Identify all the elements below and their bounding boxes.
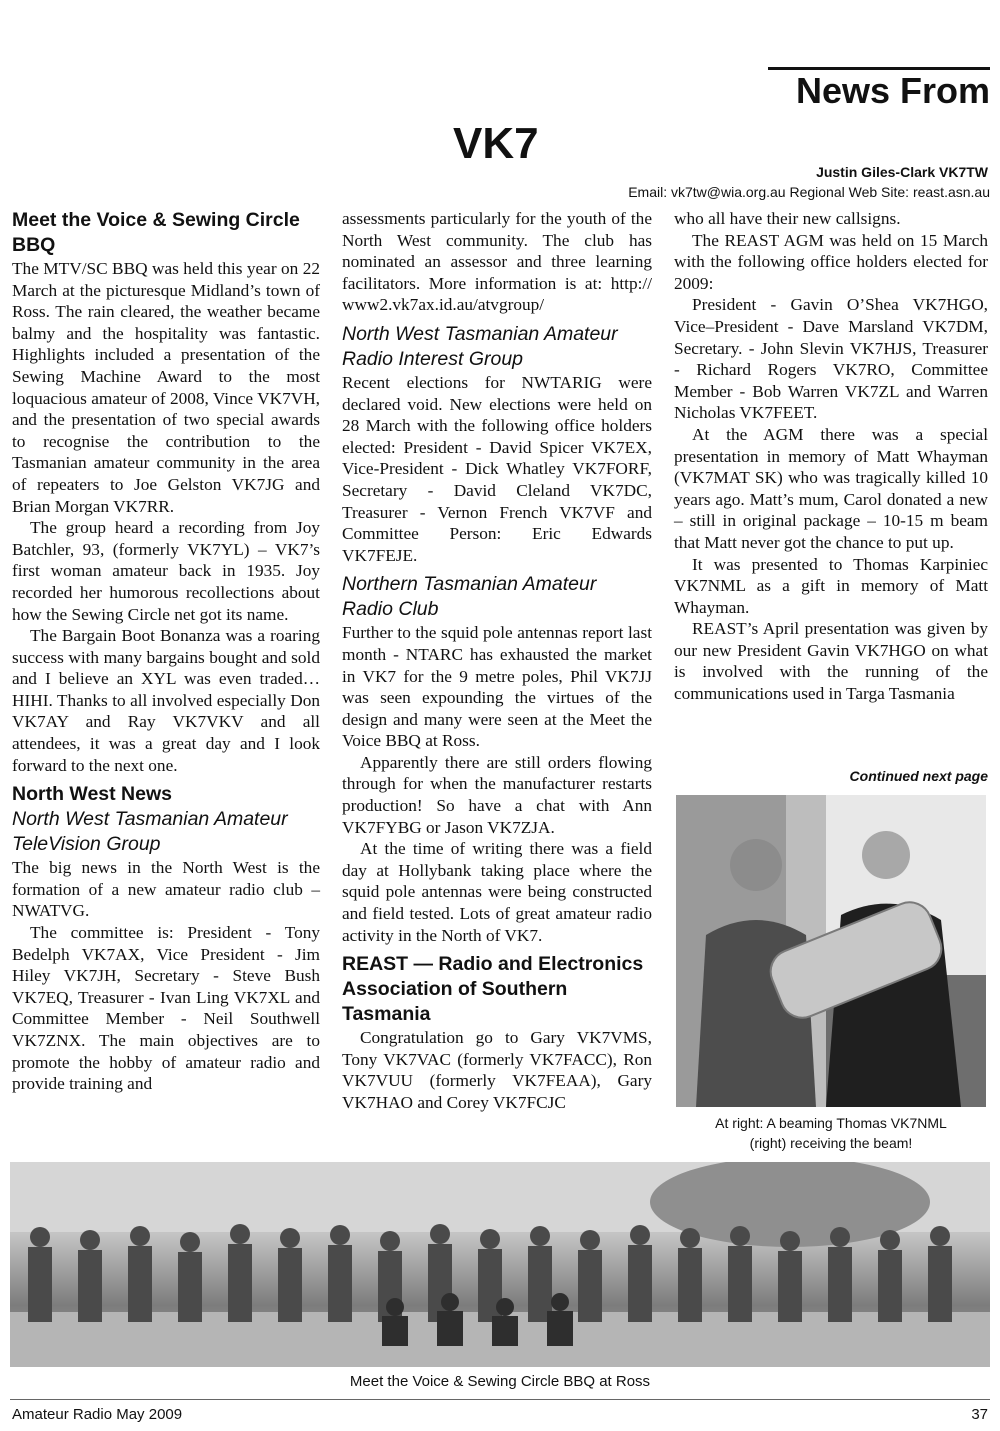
paragraph: The REAST AGM was held on 15 March with the following office holders elected for 2009:	[674, 230, 988, 293]
author-byline: Justin Giles-Clark VK7TW	[816, 164, 988, 180]
contact-line: Email: vk7tw@wia.org.au Regional Web Site: reast.asn.au	[628, 184, 990, 200]
paragraph: who all have their new callsigns.	[674, 209, 901, 228]
paragraph: Apparently there are still orders flowing through for when the manufacturer restarts production! So have a chat with Ann VK7FYBG or Jason VK7ZJA.	[342, 752, 652, 837]
paragraph: President - Gavin O’Shea VK7HGO, Vice–President - Dave Marsland VK7DM, Secretary. - John Slevin VK7HJS, Treasurer - Richard Rogers VK7RO, Committee Member - Bob Warren VK7ZL and Warren Nicholas VK7FEET.	[674, 295, 988, 423]
heading-north-west-news: North West News	[12, 783, 172, 806]
column-2	[342, 208, 652, 1114]
paragraph: At the time of writing there was a field day at Hollybank taking place where the squid pole antennas were being constructed and field tested. Lots of great amateur radio activity in the North of VK7.	[342, 839, 652, 945]
subheading-nwatvg: North West Tasmanian Amateur TeleVision Group	[12, 808, 288, 856]
column-1	[12, 208, 320, 1095]
group-photo-illustration	[10, 1162, 990, 1367]
paragraph: At the AGM there was a special presentation in memory of Matt Whayman (VK7MAT SK) who was tragically killed 10 years ago. Matt’s mum, Carol donated a new – still in original package – 10-15 m beam that Matt never got the chance to put up.	[674, 424, 988, 552]
paragraph: The committee is: President - Tony Bedelph VK7AX, Vice President - Jim Hiley VK7JH, Secretary - Steve Bush VK7EQ, Treasurer - Ivan Ling VK7XL and Committee Member - Neil Southwell VK7ZNX. The main objectives are to promote the hobby of amateur radio and provide training and	[12, 923, 320, 1094]
continued-note: Continued next page	[849, 768, 988, 784]
paragraph: The MTV/SC BBQ was held this year on 22 March at the picturesque Midland’s town of Ross. The rain cleared, the weather became balmy and the hospitality was fantastic. Highlights included a presentation of the Sewing Machine Award to the most loquacious amateur of 2008, Vince VK7VH, and the presentation of two special awards to recognise the contribution to the Tasmanian amateur community in the area of repeaters to Joe Gelston VK7JG and Brian Morgan VK7RR.	[12, 259, 320, 516]
region-title: VK7	[453, 119, 539, 168]
paragraph: The Bargain Boot Bonanza was a roaring success with many bargains bought and sold and I believe an XYL was even traded…HIHI. Thanks to all involved especially Don VK7AY and Ray VK7VKV and all attendees, it was a great day and I look forward to the next one.	[12, 626, 320, 775]
group-photo	[10, 1162, 990, 1367]
section-title: News From	[795, 70, 990, 111]
subheading-ntarc: Northern Tasmanian Amateur Radio Club	[342, 573, 597, 621]
publication-footer: Amateur Radio May 2009	[12, 1406, 183, 1423]
paragraph: REAST’s April presentation was given by our new President Gavin VK7HGO on what is involved with the running of the communications used in Targa Tasmania	[674, 619, 988, 704]
heading-reast: REAST — Radio and Electronics Association of Southern Tasmania	[342, 953, 644, 1026]
paragraph: It was presented to Thomas Karpiniec VK7NML as a gift in memory of Matt Whayman.	[674, 554, 988, 617]
subheading-nwtarig: North West Tasmanian Amateur Radio Interest Group	[342, 322, 618, 370]
paragraph: Further to the squid pole antennas report last month - NTARC has exhausted the market in VK7 for the 9 metre poles, Phil VK7JJ was seen expounding the virtues of the design and many were seen at the Meet the Voice BBQ at Ross.	[342, 623, 652, 751]
caption-line: At right: A beaming Thomas VK7NML	[715, 1115, 947, 1131]
paragraph: Congratulation go to Gary VK7VMS, Tony VK7VAC (formerly VK7FACC), Ron VK7VUU (formerly VK7FEAA), Gary VK7HAO and Corey VK7FCJC	[342, 1028, 652, 1112]
paragraph: assessments particularly for the youth of the North West community. The club has nominated an assessor and three learning facilitators. More information is at: http:// www2.vk7ax.id.au/atvgroup/	[342, 209, 652, 315]
paragraph: Recent elections for NWTARIG were declared void. New elections were held on 28 March with the following office holders elected: President - David Spicer VK7EX, Vice-President - Dick Whatley VK7FORF, Secretary - David Cleland VK7DC, Treasurer - Vernon French VK7VF and Committee Person: Eric Edwards VK7FEJE.	[342, 372, 652, 565]
photo-illustration	[676, 795, 986, 1107]
heading-bbq: Meet the Voice & Sewing Circle BBQ	[12, 209, 300, 256]
footer-rule	[10, 1399, 990, 1400]
paragraph: The group heard a recording from Joy Batchler, 93, (formerly VK7YL) – VK7’s first woman amateur back in 1935. Joy recorded her humorous recollections about how the Sewing Circle net got its name.	[12, 518, 320, 624]
photo-beam-presentation	[676, 795, 986, 1107]
page-number: 37	[971, 1406, 988, 1423]
photo-caption	[676, 1113, 986, 1153]
paragraph: The big news in the North West is the formation of a new amateur radio club – NWATVG.	[12, 858, 320, 921]
group-photo-caption: Meet the Voice & Sewing Circle BBQ at Ross	[349, 1373, 651, 1390]
column-3	[674, 208, 988, 705]
caption-line: (right) receiving the beam!	[749, 1135, 913, 1151]
